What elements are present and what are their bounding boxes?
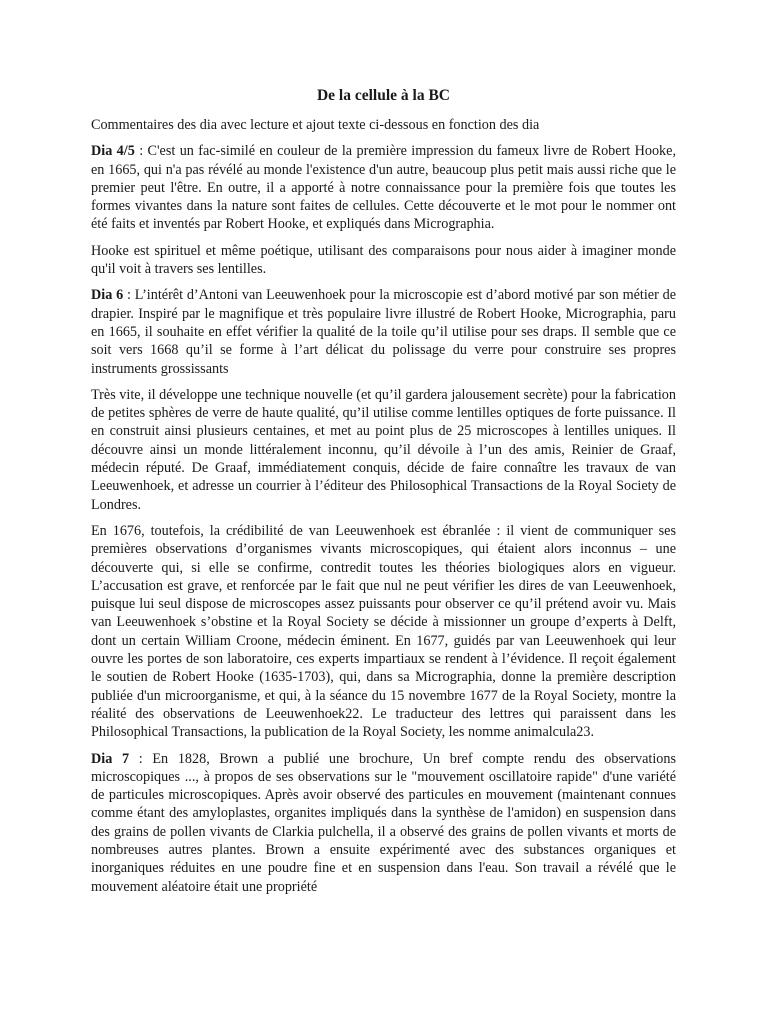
paragraph-text: : En 1828, Brown a publié une brochure, Un bref compte rendu des observations microscopiques ..., à propos de ses observations sur le "mouvement oscillatoire rapide" d'une variété de particules microscopiques. Après avoir observé des particules en mouvement (maintenant connues comme étant des amyloplastes, organites impliqués dans la synthèse de l'amidon) en suspension dans des grains de pollen vivants de Clarkia pulchella, il a observé des grains de pollen vivants et morts de nombreuses autres plantes. Brown a ensuite expérimenté avec des substances organiques et inorganiques réduites en une poudre fine et en suspension dans l'eau. Son travail a révélé que le mouvement aléatoire était une propriété bbox=[91, 750, 676, 895]
paragraph-text: Très vite, il développe une technique nouvelle (et qu’il gardera jalousement secrète) pour la fabrication de petites sphères de verre de haute qualité, qu’il utilise comme lentilles optiques de forte puissance. Il en construit ainsi plusieurs centaines, et met au point plus de 25 microscopes à lentilles uniques. Il découvre ainsi un monde littéralement inconnu, qu’il dévoile à l’un des amis, Reinier de Graaf, médecin réputé. De Graaf, immédiatement conquis, décide de faire connaître les travaux de van Leeuwenhoek, et adresse un courrier à l’éditeur des Philosophical Transactions de la Royal Society de Londres. bbox=[91, 386, 676, 513]
paragraph-text: : C'est un fac-similé en couleur de la première impression du fameux livre de Robert Hooke, en 1665, qui n'a pas révélé au monde l'existence d'un autre, beaucoup plus petit mais aussi riche que le premier peut l'être. En outre, il a apporté à notre connaissance pour la première fois que toutes les formes vivantes dans la nature sont faites de cellules. Cette découverte et le mot pour le nommer ont été faits et inventés par Robert Hooke, et expliqués dans Micrographia. bbox=[91, 143, 676, 233]
paragraph-1676 bbox=[91, 522, 676, 742]
paragraph-dia-7 bbox=[91, 750, 676, 896]
paragraph-hooke bbox=[91, 242, 676, 279]
paragraph-label: Dia 7 bbox=[91, 750, 130, 767]
document-page bbox=[91, 86, 676, 904]
paragraph-dia-6 bbox=[91, 286, 676, 377]
paragraph-label: Dia 4/5 bbox=[91, 143, 135, 160]
paragraph-label: Dia 6 bbox=[91, 287, 124, 304]
paragraph-text: : L’intérêt d’Antoni van Leeuwenhoek pour la microscopie est d’abord motivé par son métier de drapier. Inspiré par le magnifique et très populaire livre illustré de Robert Hooke, Micrographia, paru en 1665, il souhaite en effet vérifier la qualité de la toile qu’il utilise pour ses draps. Il semble que ce soit vers 1668 qu’il se forme à l’art délicat du polissage du verre pour construire ses propres instruments grossissants bbox=[91, 287, 676, 377]
paragraph-dia-4-5 bbox=[91, 142, 676, 233]
document-subtitle: Commentaires des dia avec lecture et ajout texte ci-dessous en fonction des dia bbox=[91, 117, 540, 133]
paragraph-lentilles bbox=[91, 386, 676, 514]
paragraph-text: Hooke est spirituel et même poétique, utilisant des comparaisons pour nous aider à imaginer monde qu'il voit à travers ses lentilles. bbox=[91, 242, 676, 278]
paragraph-text: En 1676, toutefois, la crédibilité de van Leeuwenhoek est ébranlée : il vient de communiquer ses premières observations d’organismes vivants microscopiques, qui étaient alors inconnus – une découverte qui, si elle se confirme, contredit toutes les théories biologiques alors en vigueur. L’accusation est grave, et renforcée par le fait que nul ne peut vérifier les dires de van Leeuwenhoek, puisque lui seul dispose de microscopes assez puissants pour observer ce qu’il prétend avoir vu. Mais van Leeuwenhoek s’obstine et la Royal Society se décide à missionner un groupe d’experts à Delft, dont un certain William Croone, médecin éminent. En 1677, guidés par van Leeuwenhoek qui leur ouvre les portes de son laboratoire, ces experts impartiaux se rendent à l’évidence. Il reçoit également le soutien de Robert Hooke (1635-1703), qui, dans sa Micrographia, donne la première description publiée d'un microorganisme, et qui, à la séance du 15 novembre 1677 de la Royal Society, montre la réalité des observations de Leeuwenhoek22. Le traducteur des lettres qui paraissent dans les Philosophical Transactions, la publication de la Royal Society, les nomme animalcula23. bbox=[91, 522, 676, 741]
document-title: De la cellule à la BC bbox=[316, 87, 451, 104]
